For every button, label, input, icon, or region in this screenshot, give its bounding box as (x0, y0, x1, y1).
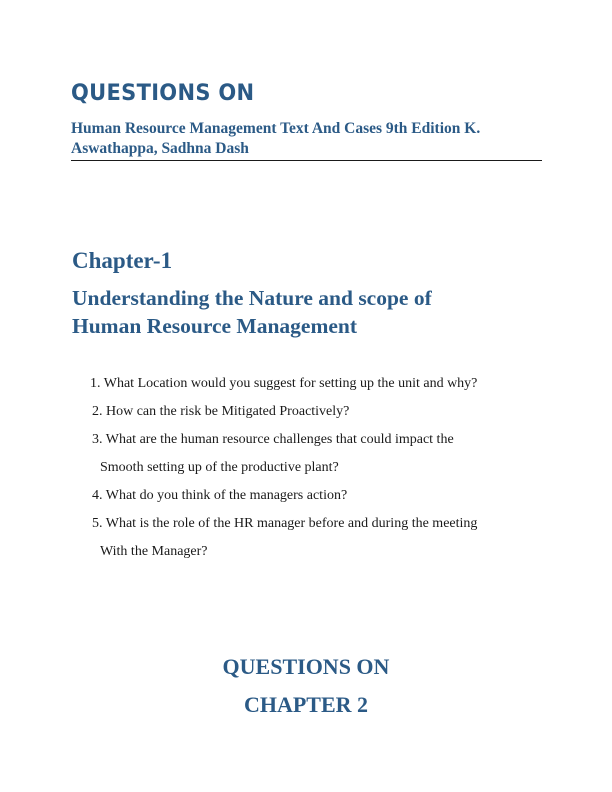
chapter-label: Chapter-1 (72, 248, 173, 273)
chapter-heading-line-2: Human Resource Management (72, 314, 358, 338)
question-text: 2. How can the risk be Mitigated Proactively? (92, 404, 350, 419)
question-text: 5. What is the role of the HR manager before and during the meeting (92, 516, 478, 531)
question-text: 3. What are the human resource challenges that could impact the (92, 432, 454, 447)
question-continuation-text: With the Manager? (100, 544, 208, 559)
title-divider (71, 160, 542, 161)
question-text: 4. What do you think of the managers action? (92, 488, 348, 503)
chapter-heading (72, 284, 552, 340)
question-item (0, 426, 612, 454)
question-text: 1. What Location would you suggest for setting up the unit and why? (90, 376, 478, 391)
question-continuation (0, 538, 612, 566)
banner-title: QUESTIONS ON (71, 80, 255, 106)
question-item (0, 398, 612, 426)
question-list (0, 370, 612, 566)
question-continuation (0, 454, 612, 482)
next-section-line-2: CHAPTER 2 (243, 692, 369, 717)
next-section-title (0, 648, 612, 724)
question-item (0, 370, 612, 398)
question-item (0, 510, 612, 538)
question-continuation-text: Smooth setting up of the productive plant? (100, 460, 339, 475)
chapter-heading-line-1: Understanding the Nature and scope of (72, 286, 432, 310)
question-item (0, 482, 612, 510)
next-section-line-1: QUESTIONS ON (222, 654, 390, 679)
book-title: Human Resource Management Text And Cases 9th Edition K. Aswathappa, Sadhna Dash (71, 120, 481, 157)
